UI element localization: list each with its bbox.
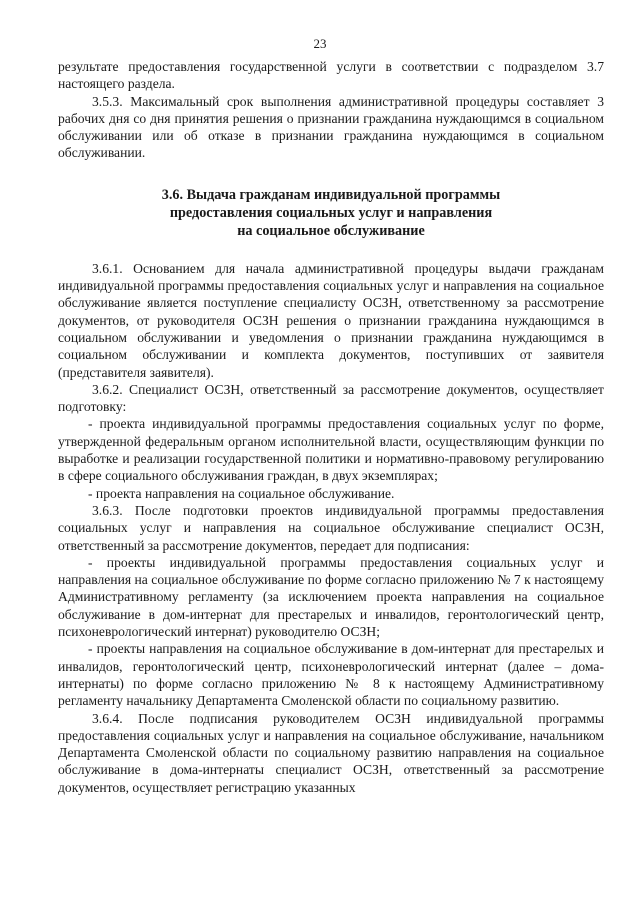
list-item-drafts-to-head: - проекты индивидуальной программы предоставления социальных услуг и направления на социальное обслуживание по форме согласно приложению № 7 к настоящему Административному регламенту (за исключением проекта направления на социальное обслуживание в дом-интернат для престарелых и инвалидов, геронтологический центр, психоневрологический интернат) руководителю ОСЗН; <box>58 554 604 640</box>
list-item-drafts-to-department: - проекты направления на социальное обслуживание в дом-интернат для престарелых и инвалидов, геронтологический центр, психоневрологический интернат (далее – дома-интернаты) по форме согласно приложению № 8 к настоящему Административному регламенту начальнику Департамента Смоленской области по социальному развитию. <box>58 641 604 709</box>
list-item-program-draft: - проекта индивидуальной программы предоставления социальных услуг по форме, утвержденной федеральным органом исполнительной власти, осуществляющим функции по выработке и реализации государственной политики и нормативно-правовому регулированию в сфере социального обслуживания граждан, в двух экземплярах; <box>58 416 604 484</box>
paragraph-3-6-1: 3.6.1. Основанием для начала административной процедуры выдачи гражданам индивидуальной программы предоставления социальных услуг и направления на социальное обслуживание является поступление специалисту ОСЗН, ответственному за рассмотрение документов, от руководителя ОСЗН решения о признании гражданина нуждающимся в социальном обслуживании и уведомления о признании гражданина нуждающимся в социальном обслуживании и комплекта документов, поступивших от заявителя (представителя заявителя). <box>58 260 604 380</box>
paragraph-3-6-2: 3.6.2. Специалист ОСЗН, ответственный за рассмотрение документов, осуществляет подготовку: <box>58 381 604 415</box>
paragraph-3-5-3: 3.5.3. Максимальный срок выполнения административной процедуры составляет 3 рабочих дня со дня принятия решения о признании гражданина нуждающимся в социальном обслуживании или об отказе в признании гражданина нуждающимся в социальном обслуживании. <box>58 93 604 161</box>
page-number: 23 <box>313 36 327 51</box>
document-body <box>58 58 604 796</box>
paragraph-3-6-3: 3.6.3. После подготовки проектов индивидуальной программы предоставления социальных услуг и направления на социальное обслуживание специалист ОСЗН, ответственный за рассмотрение документов, передает для подписания: <box>58 502 604 553</box>
heading-line-1: 3.6. Выдача гражданам индивидуальной программы <box>161 186 501 203</box>
list-item-referral-draft: - проекта направления на социальное обслуживание. <box>88 485 395 501</box>
paragraph-continuation: результате предоставления государственной услуги в соответствии с подразделом 3.7 настоящего раздела. <box>58 59 604 92</box>
heading-line-3: на социальное обслуживание <box>237 222 425 239</box>
paragraph-3-6-4: 3.6.4. После подписания руководителем ОСЗН индивидуальной программы предоставления социальных услуг и направления на социальное обслуживание, начальником Департамента Смоленской области по социальному развитию направления на социальное обслуживание в дома-интернаты специалист ОСЗН, ответственный за рассмотрение документов, осуществляет регистрацию указанных <box>58 710 604 795</box>
section-heading-3-6 <box>58 186 604 240</box>
heading-line-2: предоставления социальных услуг и направления <box>169 204 493 221</box>
